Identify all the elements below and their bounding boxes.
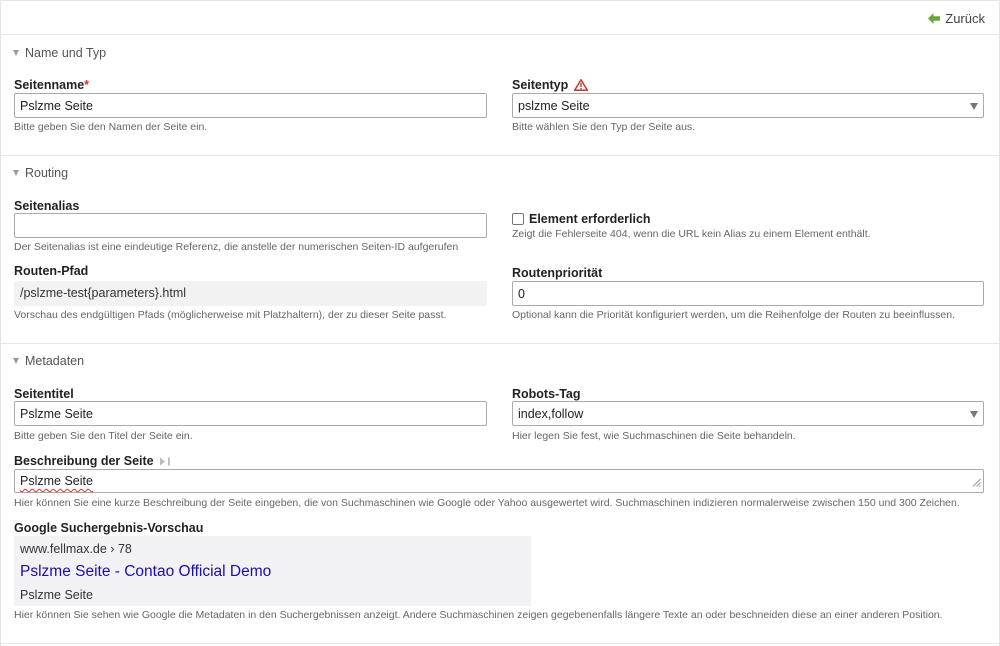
robots-help: Hier legen Sie fest, wie Suchmaschinen die Seite behandeln.: [512, 430, 796, 442]
require-item-help: Zeigt die Fehlerseite 404, wenn die URL kein Alias zu einem Element enthält.: [512, 228, 871, 240]
serp-preview-help: Hier können Sie sehen wie Google die Metadaten in den Suchergebnissen anzeigt. Andere Suchmaschinen zeigen gegebenenfalls längere Texte an oder beschneiden diese an einer anderen Position.: [14, 609, 943, 621]
triangle-down-icon: [13, 50, 19, 56]
section-divider: [1, 343, 999, 344]
page-type-help: Bitte wählen Sie den Typ der Seite aus.: [512, 121, 696, 133]
page-name-label: [14, 78, 89, 92]
section-metadata-legend: Metadaten: [25, 354, 85, 368]
page-name-input[interactable]: [14, 93, 487, 118]
route-path-label: [14, 264, 88, 278]
chevron-down-icon: [970, 411, 978, 418]
require-item-row: [512, 212, 651, 226]
section-name-type-legend: Name und Typ: [25, 46, 107, 60]
chevron-down-icon: [970, 103, 978, 110]
required-mark: *: [84, 78, 90, 92]
route-path-help: Vorschau des endgültigen Pfads (möglicherweise mit Platzhaltern), der zu dieser Seite passt.: [14, 309, 447, 321]
warning-triangle-icon: [574, 79, 588, 91]
page-type-label: [512, 78, 588, 92]
top-bar: [1, 1, 999, 35]
description-label: [14, 454, 171, 468]
route-path-value: /pslzme-test{parameters}.html: [14, 281, 487, 306]
serp-description: Pslzme Seite: [20, 588, 93, 602]
robots-value: index,follow: [518, 407, 584, 421]
description-value: Pslzme Seite: [20, 474, 93, 488]
serp-url: www.fellmax.de › 78: [20, 542, 132, 556]
sidebar-toggle-icon[interactable]: [160, 457, 171, 466]
triangle-down-icon: [13, 358, 19, 364]
serp-preview: [14, 536, 531, 606]
alias-label: [14, 199, 79, 213]
alias-help: Der Seitenalias ist eine eindeutige Referenz, die anstelle der numerischen Seiten-ID aufgerufen: [14, 241, 459, 253]
description-textarea[interactable]: [14, 469, 984, 493]
require-item-label[interactable]: Element erforderlich: [529, 212, 651, 226]
triangle-down-icon: [13, 170, 19, 176]
section-metadata-toggle[interactable]: [13, 354, 84, 368]
robots-select[interactable]: [512, 401, 984, 426]
alias-input[interactable]: [14, 213, 487, 238]
serp-preview-label-text: Google Suchergebnis-Vorschau: [14, 521, 204, 535]
page-title-help: Bitte geben Sie den Titel der Seite ein.: [14, 430, 193, 442]
section-routing-legend: Routing: [25, 166, 69, 180]
robots-label-text: Robots-Tag: [512, 387, 581, 401]
route-priority-label: [512, 266, 602, 280]
page-type-label-text: Seitentyp: [512, 78, 569, 92]
section-name-type-toggle[interactable]: [13, 46, 106, 60]
serp-preview-label: [14, 521, 203, 535]
back-label: Zurück: [945, 11, 985, 26]
require-item-checkbox[interactable]: [512, 213, 524, 225]
alias-label-text: Seitenalias: [14, 199, 80, 213]
page-name-help: Bitte geben Sie den Namen der Seite ein.: [14, 121, 208, 133]
description-help: Hier können Sie eine kurze Beschreibung der Seite eingeben, die von Suchmaschinen wie Google oder Yahoo ausgewertet wird. Suchmaschinen indizieren normalerweise zwischen 150 und 300 Zeichen.: [14, 497, 960, 509]
page-title-label: [14, 387, 74, 401]
description-label-text: Beschreibung der Seite: [14, 454, 154, 468]
page-name-label-text: Seitenname: [14, 78, 85, 92]
route-priority-label-text: Routenpriorität: [512, 266, 603, 280]
arrow-left-icon: [928, 13, 940, 24]
section-divider: [1, 155, 999, 156]
route-path-label-text: Routen-Pfad: [14, 264, 89, 278]
page-title-label-text: Seitentitel: [14, 387, 74, 401]
page-title-input[interactable]: [14, 401, 487, 426]
resize-grip-icon[interactable]: [972, 476, 981, 490]
serp-title[interactable]: Pslzme Seite - Contao Official Demo: [20, 563, 272, 580]
page-type-value: pslzme Seite: [518, 99, 590, 113]
route-priority-help: Optional kann die Priorität konfiguriert werden, um die Reihenfolge der Routen zu beeinflussen.: [512, 309, 956, 321]
robots-label: [512, 387, 581, 401]
section-divider: [1, 643, 999, 644]
section-routing-toggle[interactable]: [13, 166, 68, 180]
page-type-select[interactable]: [512, 93, 984, 118]
back-button[interactable]: [928, 11, 985, 26]
route-priority-input[interactable]: [512, 281, 984, 306]
